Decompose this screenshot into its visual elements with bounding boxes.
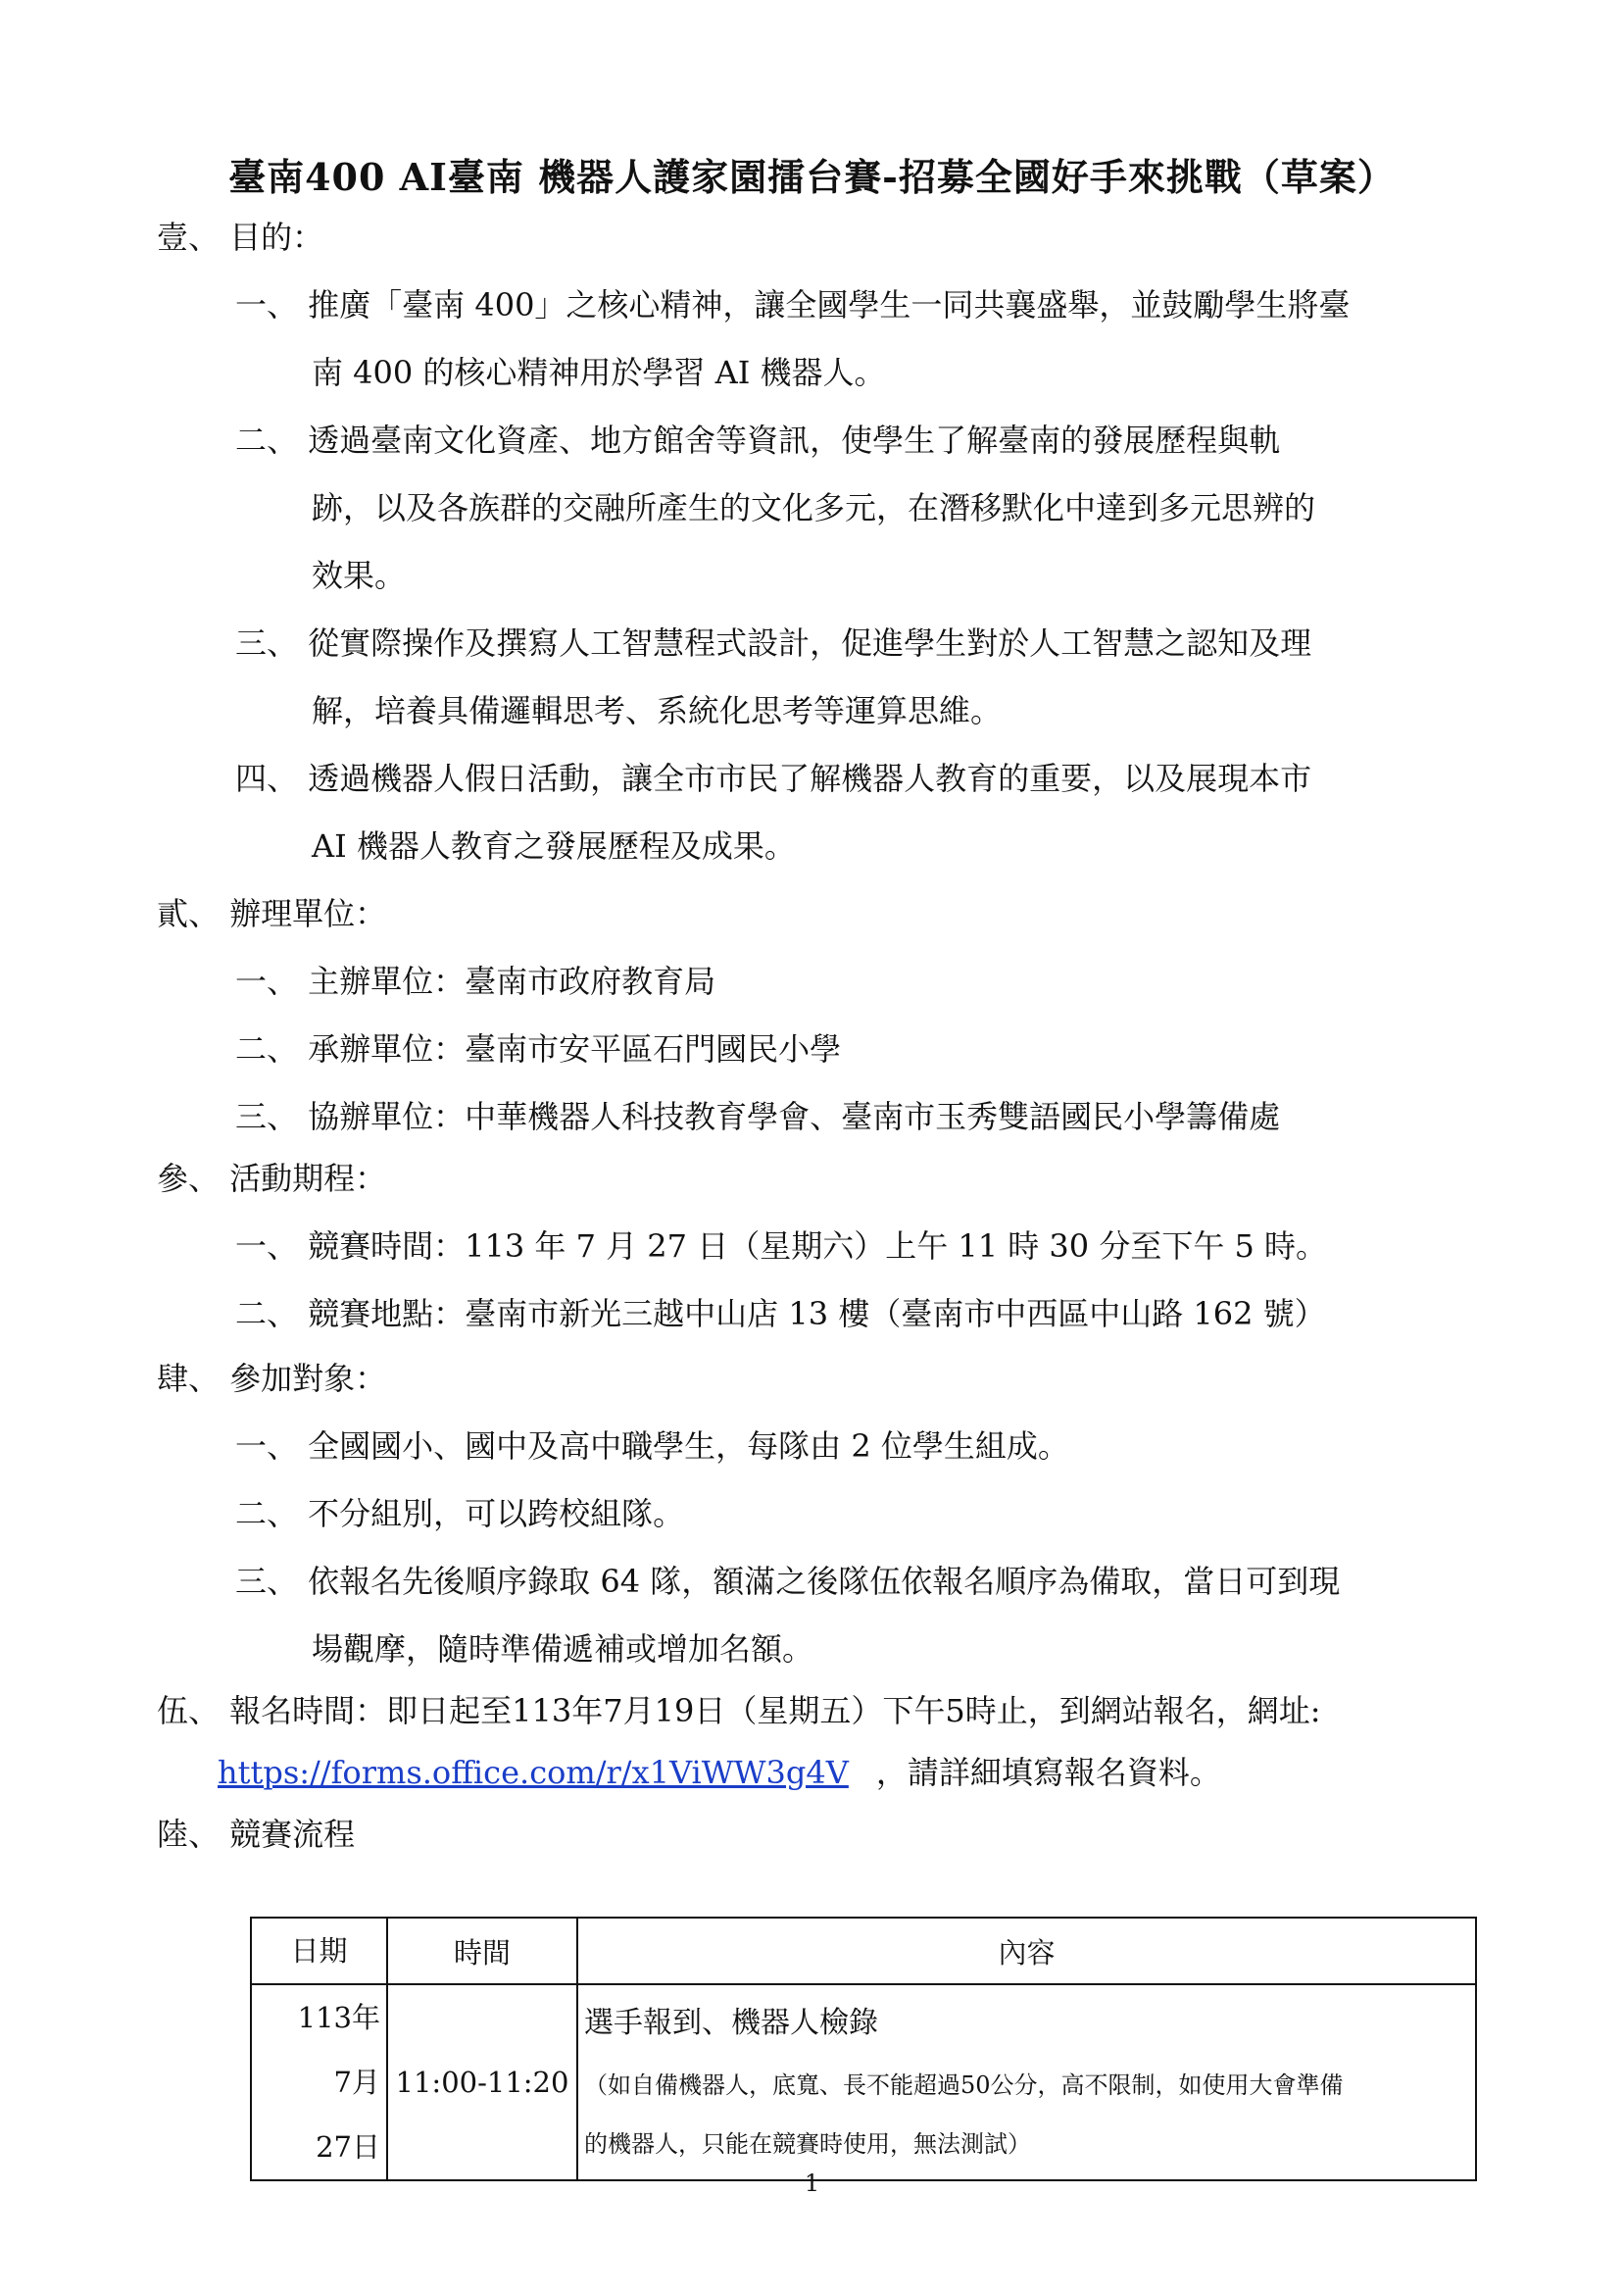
date-line-year: 113年	[297, 2001, 380, 2034]
participant-item-1: 一、 全國國小、國中及高中職學生，每隊由 2 位學生組成。	[235, 1427, 1069, 1465]
header-date: 日期	[251, 1918, 387, 1984]
section-heading-registration: 伍、 報名時間：即日起至113年7月19日（星期五）下午5時止，到網站報名，網址:	[157, 1692, 1321, 1729]
page-number: 1	[804, 2170, 820, 2197]
date-line-month: 7月	[333, 2066, 380, 2099]
content-title: 選手報到、機器人檢錄	[584, 2006, 878, 2040]
registration-url-suffix: ，請詳細填寫報名資料。	[875, 1754, 1221, 1791]
content-note-line-2: 的機器人，只能在競賽時使用，無法測試）	[584, 2130, 1031, 2158]
participant-item-3-line-2: 場觀摩，隨時準備遞補或增加名額。	[312, 1630, 814, 1668]
purpose-item-4-line-2: AI 機器人教育之發展歷程及成果。	[312, 827, 796, 865]
purpose-item-4-line-1: 四、 透過機器人假日活動，讓全市市民了解機器人教育的重要，以及展現本市	[235, 760, 1312, 797]
purpose-item-1-line-2: 南 400 的核心精神用於學習 AI 機器人。	[312, 354, 886, 391]
registration-url-line	[218, 1753, 1221, 1792]
cell-date	[251, 1984, 387, 2180]
schedule-item-1: 一、 競賽時間：113 年 7 月 27 日（星期六）上午 11 時 30 分至下午 5 時。	[235, 1227, 1328, 1265]
organizer-item-2: 二、 承辦單位：臺南市安平區石門國民小學	[235, 1030, 842, 1068]
purpose-item-3-line-2: 解，培養具備邏輯思考、系統化思考等運算思維。	[312, 692, 1003, 729]
date-line-day: 27日	[316, 2130, 380, 2164]
content-note-line-1: （如自備機器人，底寬、長不能超過50公分，高不限制，如使用大會準備	[584, 2071, 1344, 2099]
header-time: 時間	[387, 1918, 577, 1984]
purpose-item-2-line-2: 跡，以及各族群的交融所產生的文化多元，在潛移默化中達到多元思辨的	[312, 489, 1316, 526]
registration-url-link[interactable]: https://forms.office.com/r/x1ViWW3g4V	[218, 1754, 849, 1791]
purpose-item-2-line-3: 效果。	[312, 557, 407, 594]
competition-schedule-table	[250, 1917, 1477, 2181]
table-header-row	[251, 1918, 1476, 1984]
participant-item-2: 二、 不分組別，可以跨校組隊。	[235, 1495, 685, 1532]
cell-content	[577, 1984, 1476, 2180]
section-heading-competition-flow: 陸、 競賽流程	[157, 1816, 356, 1853]
organizer-item-3: 三、 協辦單位：中華機器人科技教育學會、臺南市玉秀雙語國民小學籌備處	[235, 1098, 1281, 1135]
cell-time: 11:00-11:20	[387, 1984, 577, 2180]
purpose-item-3-line-1: 三、 從實際操作及撰寫人工智慧程式設計，促進學生對於人工智慧之認知及理	[235, 624, 1312, 662]
table-row	[251, 1984, 1476, 2180]
organizer-item-1: 一、 主辦單位：臺南市政府教育局	[235, 963, 716, 1000]
header-content: 內容	[577, 1918, 1476, 1984]
section-heading-purpose: 壹、 目的：	[157, 219, 324, 256]
document-title: 臺南400 AI臺南 機器人護家園擂台賽-招募全國好手來挑戰（草案）	[228, 155, 1396, 199]
section-heading-schedule: 參、 活動期程：	[157, 1160, 387, 1197]
purpose-item-2-line-1: 二、 透過臺南文化資產、地方館舍等資訊，使學生了解臺南的發展歷程與軌	[235, 422, 1281, 459]
schedule-item-2: 二、 競賽地點：臺南市新光三越中山店 13 樓（臺南市中西區中山路 162 號）	[235, 1295, 1326, 1332]
section-heading-organizers: 貳、 辦理單位：	[157, 895, 387, 932]
section-heading-participants: 肆、 參加對象：	[157, 1360, 387, 1397]
purpose-item-1-line-1: 一、 推廣「臺南 400」之核心精神，讓全國學生一同共襄盛舉，並鼓勵學生將臺	[235, 286, 1351, 324]
participant-item-3-line-1: 三、 依報名先後順序錄取 64 隊，額滿之後隊伍依報名順序為備取，當日可到現	[235, 1563, 1341, 1600]
